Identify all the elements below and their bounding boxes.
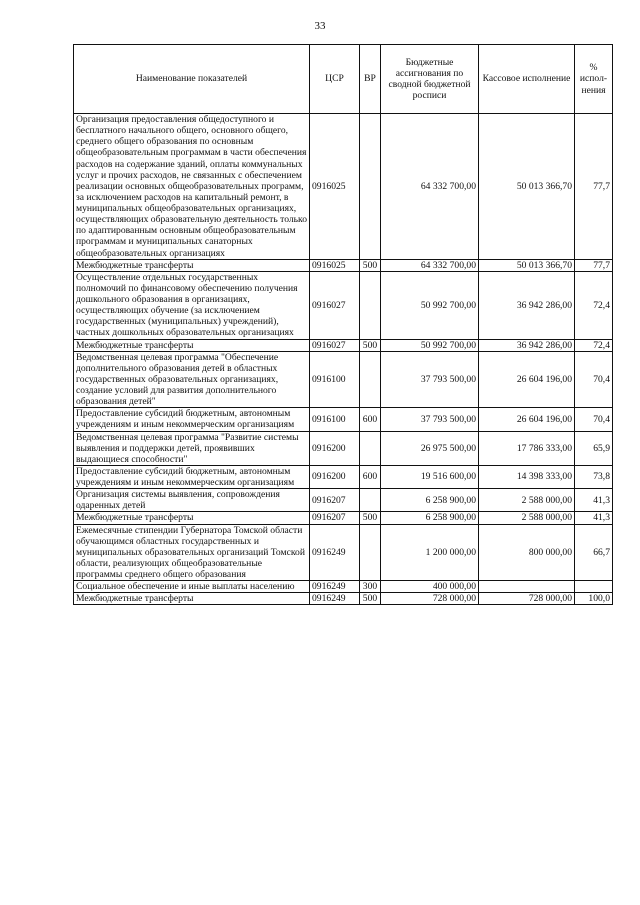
table-row — [74, 581, 613, 593]
cell-percent: 65,9 — [575, 431, 613, 465]
cell-vr: 300 — [360, 581, 381, 593]
cell-assigned: 64 332 700,00 — [381, 259, 479, 271]
cell-csr: 0916025 — [310, 114, 360, 260]
cell-vr: 600 — [360, 465, 381, 488]
table-row — [74, 593, 613, 605]
cell-percent — [575, 581, 613, 593]
cell-csr: 0916207 — [310, 512, 360, 524]
table-row — [74, 408, 613, 431]
header-assigned: Бюджетные ассигнования по сводной бюджетной росписи — [381, 45, 479, 114]
cell-assigned: 6 258 900,00 — [381, 512, 479, 524]
cell-csr: 0916207 — [310, 489, 360, 512]
cell-vr — [360, 489, 381, 512]
table-row — [74, 259, 613, 271]
cell-vr — [360, 114, 381, 260]
cell-cash: 14 398 333,00 — [479, 465, 575, 488]
cell-assigned: 19 516 600,00 — [381, 465, 479, 488]
header-name: Наименование показателей — [74, 45, 310, 114]
cell-cash — [479, 581, 575, 593]
cell-name: Предоставление субсидий бюджетным, автономным учреждениям и иным некоммерческим организациям — [74, 408, 310, 431]
cell-cash: 50 013 366,70 — [479, 114, 575, 260]
table-header-row — [74, 45, 613, 114]
cell-name: Предоставление субсидий бюджетным, автономным учреждениям и иным некоммерческим организациям — [74, 465, 310, 488]
cell-cash: 36 942 286,00 — [479, 339, 575, 351]
cell-vr: 600 — [360, 408, 381, 431]
table-row — [74, 524, 613, 581]
cell-csr: 0916249 — [310, 581, 360, 593]
cell-assigned: 26 975 500,00 — [381, 431, 479, 465]
cell-name: Ежемесячные стипендии Губернатора Томской области обучающимся областных государственных и муниципальных образовательных организаций Томской области, реализующих общеобразовательные программы среднего общего образования — [74, 524, 310, 581]
cell-csr: 0916027 — [310, 271, 360, 339]
cell-assigned: 6 258 900,00 — [381, 489, 479, 512]
page-number: 33 — [314, 20, 326, 32]
cell-name: Межбюджетные трансферты — [74, 512, 310, 524]
cell-assigned: 50 992 700,00 — [381, 271, 479, 339]
cell-cash: 26 604 196,00 — [479, 408, 575, 431]
table-row — [74, 114, 613, 260]
cell-percent: 72,4 — [575, 271, 613, 339]
budget-table — [73, 44, 613, 605]
cell-assigned: 1 200 000,00 — [381, 524, 479, 581]
cell-name: Ведомственная целевая программа "Обеспечение дополнительного образования детей в областных государственных образовательных организациях, создание условий для развития дополнительного образования детей" — [74, 351, 310, 408]
cell-cash: 36 942 286,00 — [479, 271, 575, 339]
cell-cash: 26 604 196,00 — [479, 351, 575, 408]
cell-assigned: 37 793 500,00 — [381, 408, 479, 431]
cell-name: Межбюджетные трансферты — [74, 339, 310, 351]
cell-name: Организация предоставления общедоступного и бесплатного начального общего, основного общего, среднего общего образования по основным общеобразовательным программам в части обеспечения расходов на содержание зданий, оплаты коммунальных услуг и прочих расходов, не связанных с обеспечением реализации основных общеобразовательных программ, за исключением расходов на капитальный ремонт, в муниципальных общеобразовательных организациях, осуществляющих образовательную деятельность только по адаптированным основным общеобразовательным программам и муниципальных санаторных общеобразовательных организациях — [74, 114, 310, 260]
cell-csr: 0916249 — [310, 524, 360, 581]
cell-cash: 728 000,00 — [479, 593, 575, 605]
cell-cash: 17 786 333,00 — [479, 431, 575, 465]
cell-name: Осуществление отдельных государственных полномочий по финансовому обеспечению получения дошкольного образования в организациях, осуществляющих обучение (за исключением государственных (муниципальных) учреждений), частных дошкольных образовательных организациях — [74, 271, 310, 339]
cell-vr: 500 — [360, 512, 381, 524]
cell-name: Социальное обеспечение и иные выплаты населению — [74, 581, 310, 593]
cell-percent: 70,4 — [575, 408, 613, 431]
cell-cash: 800 000,00 — [479, 524, 575, 581]
cell-vr: 500 — [360, 339, 381, 351]
cell-percent: 66,7 — [575, 524, 613, 581]
cell-percent: 73,8 — [575, 465, 613, 488]
cell-name: Организация системы выявления, сопровождения одаренных детей — [74, 489, 310, 512]
header-percent: % испол-нения — [575, 45, 613, 114]
cell-assigned: 64 332 700,00 — [381, 114, 479, 260]
cell-vr — [360, 271, 381, 339]
cell-cash: 50 013 366,70 — [479, 259, 575, 271]
cell-assigned: 50 992 700,00 — [381, 339, 479, 351]
cell-cash: 2 588 000,00 — [479, 512, 575, 524]
cell-percent: 41,3 — [575, 489, 613, 512]
cell-percent: 77,7 — [575, 114, 613, 260]
cell-csr: 0916249 — [310, 593, 360, 605]
cell-csr: 0916027 — [310, 339, 360, 351]
header-cash: Кассовое исполнение — [479, 45, 575, 114]
cell-csr: 0916100 — [310, 408, 360, 431]
cell-name: Межбюджетные трансферты — [74, 593, 310, 605]
cell-vr — [360, 524, 381, 581]
table-row — [74, 489, 613, 512]
cell-vr: 500 — [360, 593, 381, 605]
table-row — [74, 351, 613, 408]
cell-name: Межбюджетные трансферты — [74, 259, 310, 271]
cell-percent: 70,4 — [575, 351, 613, 408]
cell-percent: 41,3 — [575, 512, 613, 524]
header-csr: ЦСР — [310, 45, 360, 114]
header-vr: ВР — [360, 45, 381, 114]
cell-vr — [360, 351, 381, 408]
table-row — [74, 339, 613, 351]
cell-assigned: 37 793 500,00 — [381, 351, 479, 408]
cell-csr: 0916025 — [310, 259, 360, 271]
cell-vr: 500 — [360, 259, 381, 271]
cell-percent: 72,4 — [575, 339, 613, 351]
cell-percent: 100,0 — [575, 593, 613, 605]
cell-assigned: 728 000,00 — [381, 593, 479, 605]
cell-name: Ведомственная целевая программа "Развитие системы выявления и поддержки детей, проявивших выдающиеся способности" — [74, 431, 310, 465]
table-row — [74, 431, 613, 465]
cell-csr: 0916200 — [310, 465, 360, 488]
cell-cash: 2 588 000,00 — [479, 489, 575, 512]
cell-csr: 0916200 — [310, 431, 360, 465]
cell-csr: 0916100 — [310, 351, 360, 408]
table-row — [74, 512, 613, 524]
cell-percent: 77,7 — [575, 259, 613, 271]
cell-vr — [360, 431, 381, 465]
table-row — [74, 465, 613, 488]
cell-assigned: 400 000,00 — [381, 581, 479, 593]
table-row — [74, 271, 613, 339]
